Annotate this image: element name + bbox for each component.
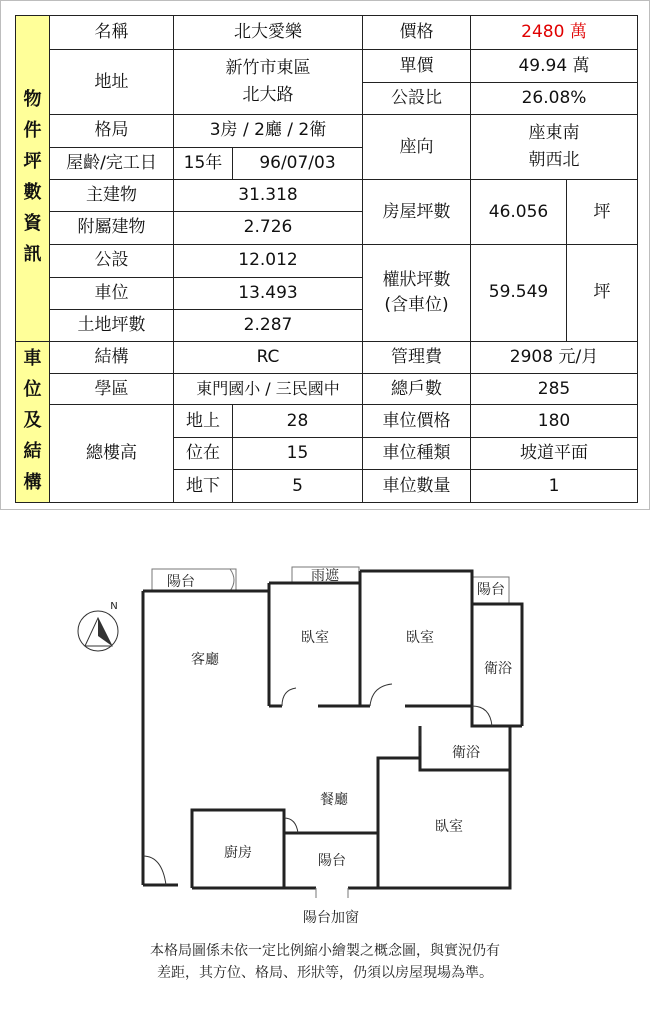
orientation-line-1: 座東南: [528, 123, 580, 144]
floor-plan: [0, 540, 650, 940]
title-area-label-line-1: 權狀坪數: [382, 269, 451, 290]
completion-date: 96/07/03: [233, 147, 363, 179]
balcony-window-label: 陽台加窗: [303, 910, 359, 926]
total-households-value: 285: [471, 374, 638, 405]
living-room-label: 客廳: [191, 652, 219, 668]
parking-area-label: 車位: [50, 277, 174, 309]
balcony-top-right-label: 陽台: [477, 582, 505, 598]
age-years: 15年: [174, 147, 233, 179]
balcony-top-left-label: 陽台: [167, 574, 195, 590]
property-info-table: [15, 15, 638, 503]
section-parking-structure: 車位及結構: [16, 341, 50, 502]
parking-count-label: 車位數量: [363, 470, 471, 503]
address-value: [174, 50, 363, 115]
parking-type-label: 車位種類: [363, 437, 471, 469]
price-label: 價格: [363, 16, 471, 50]
section-property-info: 物件坪數資訊: [16, 16, 50, 342]
main-building-value: 31.318: [174, 180, 363, 211]
structure-label: 結構: [50, 341, 174, 373]
common-area-label: 公設: [50, 245, 174, 277]
floors-above-label: 地上: [174, 405, 233, 437]
bedroom-1-label: 臥室: [301, 630, 329, 646]
school-district-value: 東門國小 / 三民國中: [174, 374, 363, 405]
disclaimer-line-1: 本格局圖係未依一定比例縮小繪製之概念圖，與實況仍有: [150, 943, 500, 959]
main-building-label: 主建物: [50, 180, 174, 211]
house-area-label: 房屋坪數: [363, 180, 471, 245]
address-line-1: 新竹市東區: [225, 58, 311, 79]
orientation-value: [471, 115, 638, 180]
disclaimer-line-2: 差距，其方位、格局、形狀等，仍須以房屋現場為準。: [157, 965, 493, 981]
management-fee-value: 2908 元/月: [471, 341, 638, 373]
balcony-bottom-label: 陽台: [318, 853, 346, 869]
kitchen-label: 廚房: [224, 845, 252, 861]
dining-room-label: 餐廳: [320, 792, 348, 808]
floor-at-value: 15: [233, 437, 363, 469]
bathroom-2-label: 衛浴: [452, 745, 480, 761]
parking-type-value: 坡道平面: [471, 437, 638, 469]
bedroom-2-label: 臥室: [406, 630, 434, 646]
floor-at-label: 位在: [174, 437, 233, 469]
house-area-value: 46.056: [471, 180, 567, 245]
layout-label: 格局: [50, 115, 174, 147]
common-area-value: 12.012: [174, 245, 363, 277]
price-value: 2480 萬: [471, 16, 638, 50]
management-fee-label: 管理費: [363, 341, 471, 373]
structure-value: RC: [174, 341, 363, 373]
floors-above-value: 28: [233, 405, 363, 437]
name-label: 名稱: [50, 16, 174, 50]
orientation-label: 座向: [363, 115, 471, 180]
address-label: 地址: [50, 50, 174, 115]
title-area-label: [363, 245, 471, 341]
title-area-value: 59.549: [471, 245, 567, 341]
attached-building-value: 2.726: [174, 211, 363, 244]
bedroom-3-label: 臥室: [435, 819, 463, 835]
unit-price-value: 49.94 萬: [471, 50, 638, 82]
public-ratio-value: 26.08%: [471, 82, 638, 114]
title-area-unit: 坪: [567, 245, 638, 341]
land-area-label: 土地坪數: [50, 310, 174, 341]
floors-below-value: 5: [233, 470, 363, 503]
title-area-label-line-2: (含車位): [384, 294, 449, 315]
floors-below-label: 地下: [174, 470, 233, 503]
total-floors-label: 總樓高: [50, 405, 174, 503]
public-ratio-label: 公設比: [363, 82, 471, 114]
canopy-label: 雨遮: [311, 568, 339, 584]
parking-count-value: 1: [471, 470, 638, 503]
name-value: 北大愛樂: [174, 16, 363, 50]
school-district-label: 學區: [50, 374, 174, 405]
property-info-sheet: [0, 0, 650, 510]
age-label: 屋齡/完工日: [50, 147, 174, 179]
attached-building-label: 附屬建物: [50, 211, 174, 244]
compass-icon: [78, 601, 118, 651]
layout-value: 3房 / 2廳 / 2衛: [174, 115, 363, 147]
parking-price-label: 車位價格: [363, 405, 471, 437]
house-area-unit: 坪: [567, 180, 638, 245]
orientation-line-2: 朝西北: [528, 150, 580, 171]
bathroom-1-label: 衛浴: [484, 661, 512, 677]
parking-price-value: 180: [471, 405, 638, 437]
parking-area-value: 13.493: [174, 277, 363, 309]
total-households-label: 總戶數: [363, 374, 471, 405]
land-area-value: 2.287: [174, 310, 363, 341]
north-mark: N: [110, 601, 118, 612]
address-line-2: 北大路: [242, 85, 294, 106]
unit-price-label: 單價: [363, 50, 471, 82]
